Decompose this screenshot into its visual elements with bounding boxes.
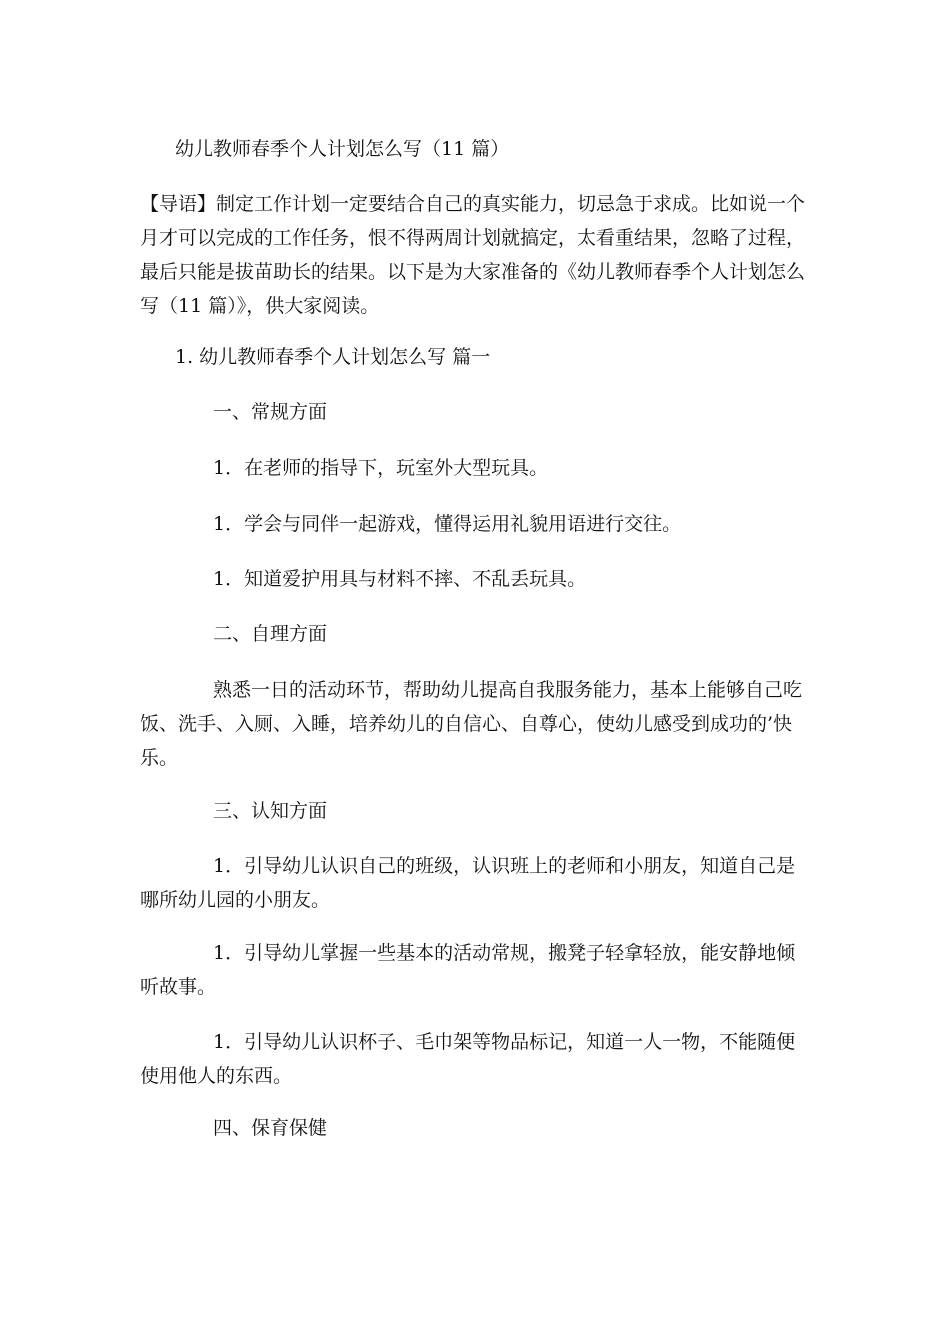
self-care-text: 熟悉一日的活动环节，帮助幼儿提高自我服务能力，基本上能够自己吃饭、洗手、入厕、入睡，培养幼儿的自信心、自尊心，使幼儿感受到成功的’快乐。 (140, 679, 803, 769)
intro-paragraph (140, 187, 810, 323)
list-item: 1．知道爱护用具与材料不摔、不乱丢玩具。 (213, 568, 587, 590)
heading-health-care: 四、保育保健 (213, 1117, 328, 1139)
intro-text: 【导语】制定工作计划一定要结合自己的真实能力，切忌急于求成。比如说一个月才可以完成的工作任务，恨不得两周计划就搞定，太看重结果，忽略了过程，最后只能是拔苗助长的结果。以下是为大家准备的《幼儿教师春季个人计划怎么写（11 篇）》，供大家阅读。 (140, 193, 806, 317)
cognition-item-text: 1．引导幼儿认识自己的班级，认识班上的老师和小朋友，知道自己是哪所幼儿园的小朋友。 (140, 855, 796, 911)
cognition-item (140, 849, 810, 917)
cognition-item-text: 1．引导幼儿掌握一些基本的活动常规，搬凳子轻拿轻放，能安静地倾听故事。 (140, 942, 796, 998)
list-item: 1．在老师的指导下，玩室外大型玩具。 (213, 457, 549, 479)
document-title: 幼儿教师春季个人计划怎么写（11 篇） (175, 138, 510, 160)
heading-routine: 一、常规方面 (213, 401, 328, 423)
cognition-item (140, 1025, 810, 1093)
cognition-item (140, 936, 810, 1004)
list-item: 1．学会与同伴一起游戏，懂得运用礼貌用语进行交往。 (213, 513, 682, 535)
cognition-item-text: 1．引导幼儿认识杯子、毛巾架等物品标记，知道一人一物，不能随便使用他人的东西。 (140, 1031, 796, 1087)
section-title: 1. 幼儿教师春季个人计划怎么写 篇一 (175, 346, 491, 368)
heading-self-care: 二、自理方面 (213, 623, 328, 645)
heading-cognition: 三、认知方面 (213, 800, 328, 822)
self-care-paragraph (140, 673, 810, 775)
